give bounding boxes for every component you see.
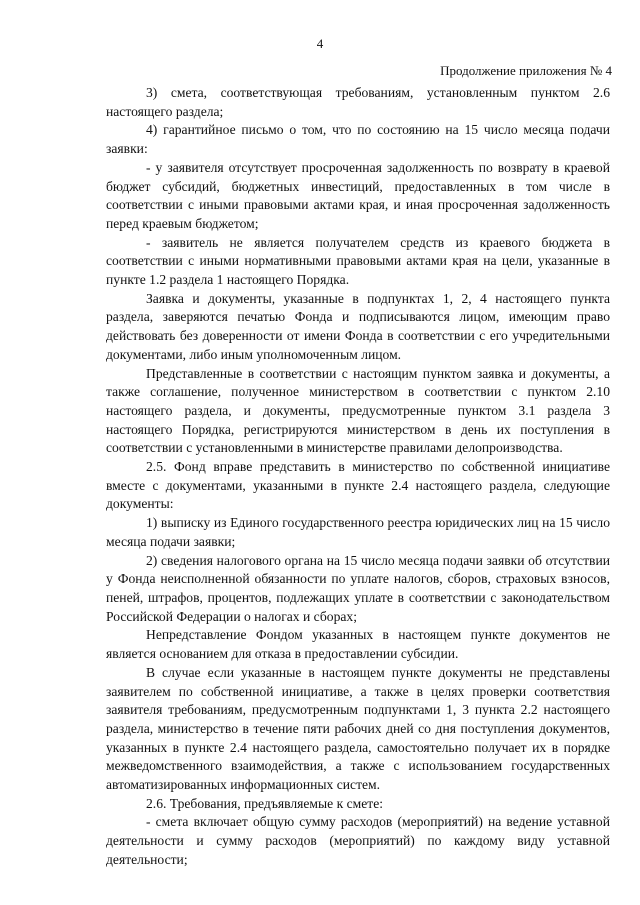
paragraph-not-recipient: - заявитель не является получателем средств из краевого бюджета в соответствии с иными нормативными правовыми актами края на цели, указанные в пункте 1.2 раздела 1 настоящего Порядка. <box>106 234 610 288</box>
paragraph-registration: Представленные в соответствии с настоящим пунктом заявка и документы, а также соглашение, полученное министерством в соответствии с пунктом 2.10 настоящего раздела, и документы, предусмотренные пунктом 3.1 раздела 3 настоящего Порядка, регистрируются министерством в день их поступления в соответствии с установленными в министерстве правилами делопроизводства. <box>106 365 610 456</box>
paragraph-certification: Заявка и документы, указанные в подпунктах 1, 2, 4 настоящего пункта раздела, заверяются печатью Фонда и подписываются лицом, имеющим право действовать без доверенности от имени Фонда в соответствии с его учредительными документами, либо иным уполномоченным лицом. <box>106 290 610 362</box>
appendix-header: Продолжение приложения № 4 <box>440 63 612 78</box>
paragraph-non-submission: Непредставление Фондом указанных в настоящем пункте документов не является основанием для отказа в предоставлении субсидии. <box>106 627 610 662</box>
paragraph-section-2-5: 2.5. Фонд вправе представить в министерство по собственной инициативе вместе с документами, указанными в пункте 2.4 настоящего раздела, следующие документы: <box>106 459 610 512</box>
page-number: 4 <box>316 36 324 51</box>
paragraph-item-4: 4) гарантийное письмо о том, что по состоянию на 15 число месяца подачи заявки: <box>106 122 610 157</box>
document-body <box>106 84 610 870</box>
paragraph-section-2-6: 2.6. Требования, предъявляемые к смете: <box>146 795 384 811</box>
paragraph-estimate-total: - смета включает общую сумму расходов (мероприятий) на ведение уставной деятельности и сумму расходов (мероприятий) по каждому виду уставной деятельности; <box>106 814 610 867</box>
paragraph-item-3: 3) смета, соответствующая требованиям, установленным пунктом 2.6 настоящего раздела; <box>106 85 610 119</box>
paragraph-interagency: В случае если указанные в настоящем пункте документы не представлены заявителем по собственной инициативе, а также в целях проверки соответствия заявителя требованиям, предусмотренным подпунктами 1, 3 пункта 2.2 настоящего раздела, министерство в течение пяти рабочих дней со дня поступления документов, указанных в пункте 2.4 настоящего раздела, самостоятельно получает их в порядке межведомственного взаимодействия, а также с использованием государственных автоматизированных информационных систем. <box>106 664 610 793</box>
paragraph-no-debt: - у заявителя отсутствует просроченная задолженность по возврату в краевой бюджет субсидий, бюджетных инвестиций, предоставленных в том числе в соответствии с иными правовыми актами края, и иная просроченная задолженность перед краевым бюджетом; <box>106 159 610 231</box>
paragraph-extract: 1) выписку из Единого государственного реестра юридических лиц на 15 число месяца подачи заявки; <box>106 515 610 549</box>
paragraph-tax-info: 2) сведения налогового органа на 15 число месяца подачи заявки об отсутствии у Фонда неисполненной обязанности по уплате налогов, сборов, страховых взносов, пеней, штрафов, процентов, подлежащих уплате в соответствии с законодательством Российской Федерации о налогах и сборах; <box>106 552 610 624</box>
